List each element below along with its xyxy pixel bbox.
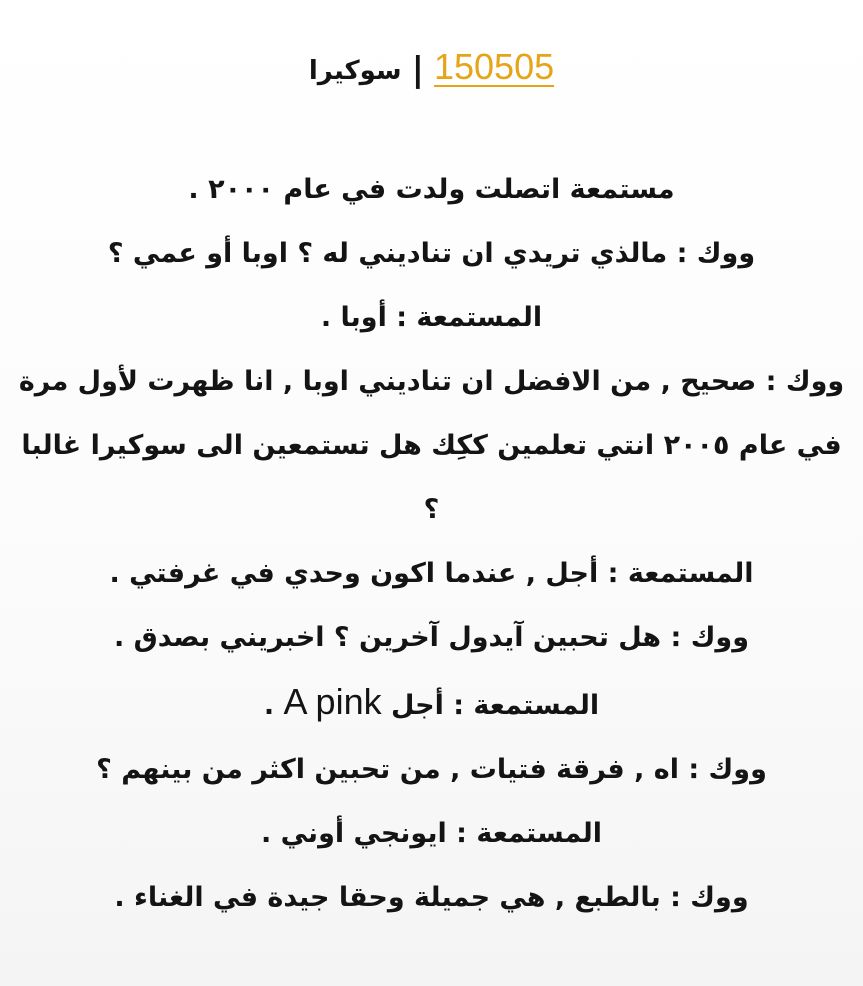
transcript-line: ووك : بالطبع , هي جميلة وحقا جيدة في الغناء . [114,882,749,913]
show-title: سوكيرا [308,56,402,86]
transcript-line: المستمعة : أجل , عندما اكون وحدي في غرفتي . [109,558,754,589]
line-text: المستمعة : أجل [391,690,600,721]
transcript-line: ووك : مالذي تريدي ان تناديني له ؟ اوبا أو عمي ؟ [107,238,756,269]
line-end: . [263,690,284,721]
transcript-line: ووك : هل تحبين آيدول آخرين ؟ اخبريني بصدق . [113,622,749,653]
transcript-line: ووك : اه , فرقة فتيات , من تحبين اكثر من بينهم ؟ [96,754,767,785]
transcript-line: ووك : صحيح , من الافضل ان تناديني اوبا , انا ظهرت لأول مرة في عام ٢٠٠٥ انتي تعلمين ككِك هل تستمعين الى سوكيرا غالبا ؟ [18,366,845,525]
transcript-line: المستمعة : أوبا . [320,302,543,333]
transcript-line [12,670,851,738]
header-separator: | [411,50,424,90]
transcript-line: مستمعة اتصلت ولدت في عام ٢٠٠٠ . [188,174,675,205]
date-link[interactable]: 150505 [433,46,555,87]
transcript [12,158,851,930]
post-header [0,36,863,102]
transcript-line: المستمعة : ايونجي أوني . [260,818,603,849]
group-name: A pink [283,681,382,722]
